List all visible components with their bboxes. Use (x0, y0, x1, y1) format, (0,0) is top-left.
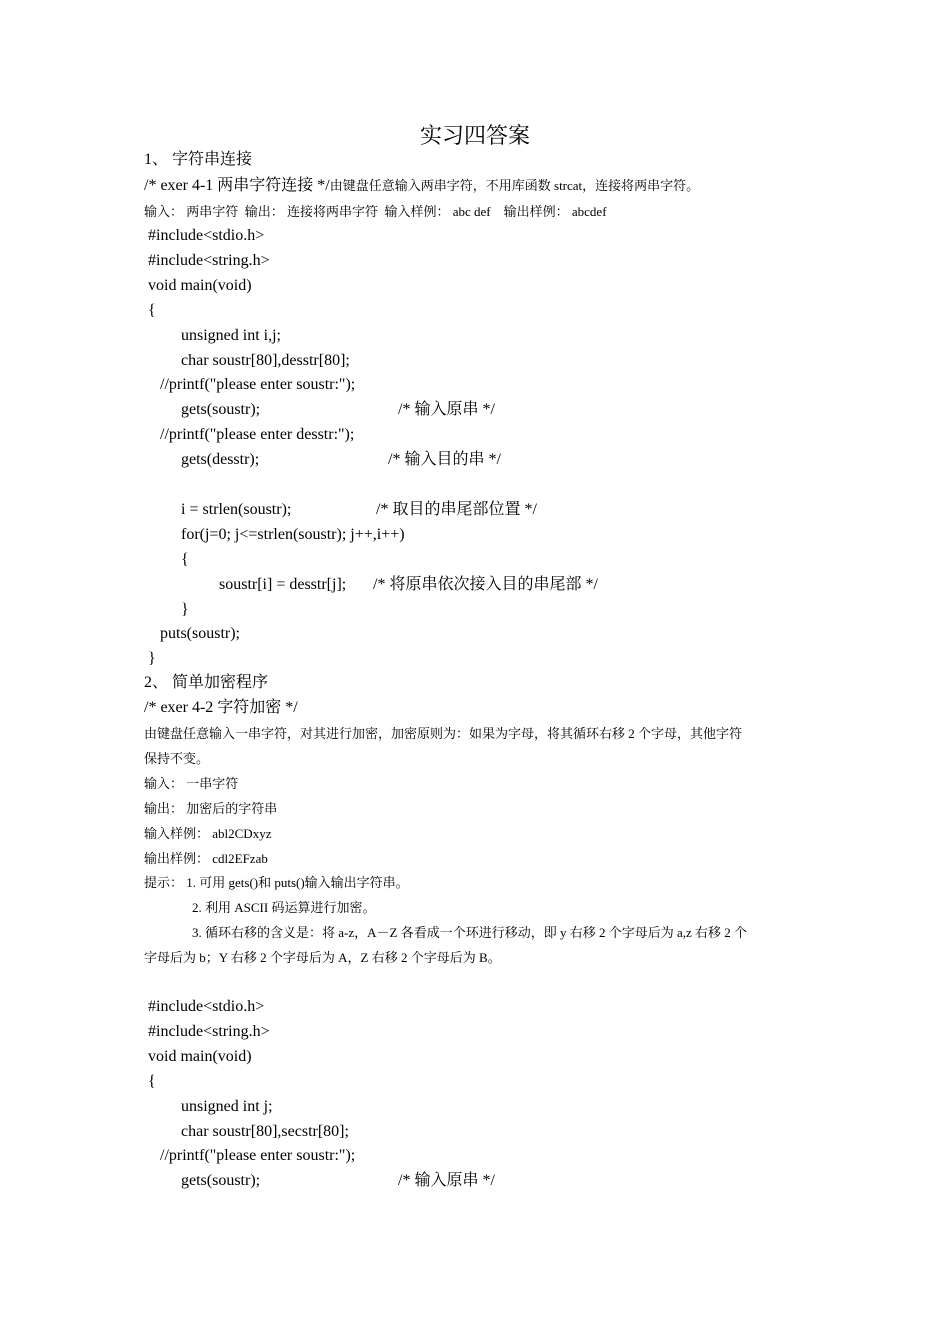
section-1-comment: /* exer 4-1 两串字符连接 */ (144, 177, 330, 194)
code-line: #include<stdio.h> (148, 227, 265, 244)
code-line: puts(soustr); (160, 625, 240, 643)
description-line: 输出： 加密后的字符串 (144, 800, 278, 816)
section-2-heading: 2、 简单加密程序 (144, 674, 269, 691)
code-line: #include<stdio.h> (148, 998, 265, 1015)
section-2-comment-line: /* exer 4-2 字符加密 */ (144, 699, 298, 716)
code-comment: /* 输入原串 */ (398, 401, 495, 419)
code-line: { (148, 301, 156, 319)
section-1-heading: 1、 字符串连接 (144, 151, 253, 168)
code-line: } (181, 600, 189, 618)
code-line: gets(desstr); (181, 451, 260, 469)
section-1-desc: 由键盘任意输入两串字符，不用库函数 strcat，连接将两串字符。 (329, 178, 700, 193)
code-comment: /* 输入目的串 */ (388, 451, 501, 469)
code-line: for(j=0; j<=strlen(soustr); j++,i++) (181, 525, 405, 543)
description-line: 字母后为 b；Y 右移 2 个字母后为 A，Z 右移 2 个字母后为 B。 (144, 950, 501, 966)
code-line: gets(soustr); (181, 401, 261, 419)
code-line: { (181, 550, 189, 568)
description-line: 提示： 1. 可用 gets()和 puts()输入输出字符串。 (144, 875, 409, 891)
section-1-io: 输入： 两串字符 输出： 连接将两串字符 输入样例： abc def 输出样例： abcdef (144, 204, 607, 219)
code-line: gets(soustr); (181, 1172, 261, 1190)
code-line: soustr[i] = desstr[j]; (219, 575, 347, 593)
code-line: unsigned int i,j; (181, 326, 281, 344)
description-line: 2. 利用 ASCII 码运算进行加密。 (192, 900, 376, 916)
code-line: unsigned int j; (181, 1097, 273, 1115)
code-line: } (148, 650, 156, 668)
code-line: char soustr[80],secstr[80]; (181, 1122, 349, 1140)
code-comment: /* 输入原串 */ (398, 1172, 495, 1190)
code-comment: /* 将原串依次接入目的串尾部 */ (373, 575, 598, 593)
code-line: i = strlen(soustr); (181, 500, 292, 518)
code-line: #include<string.h> (148, 1022, 270, 1040)
page-title: 实习四答案 (419, 123, 530, 148)
code-line: //printf("please enter soustr:"); (160, 376, 356, 394)
description-line: 输入样例： abl2CDxyz (144, 825, 272, 841)
code-line: void main(void) (148, 276, 252, 294)
code-line: //printf("please enter soustr:"); (160, 1147, 356, 1165)
description-line: 输出样例： cdl2EFzab (144, 850, 268, 866)
description-line: 由键盘任意输入一串字符，对其进行加密，加密原则为：如果为字母，将其循环右移 2 个字母，其他字符 (144, 726, 743, 741)
code-line: { (148, 1072, 156, 1090)
code-comment: /* 取目的串尾部位置 */ (376, 500, 537, 518)
section-1-comment-line (144, 175, 699, 197)
code-line: char soustr[80],desstr[80]; (181, 351, 350, 369)
description-line: 输入： 一串字符 (144, 775, 239, 791)
code-line: //printf("please enter desstr:"); (160, 426, 355, 444)
description-line: 3. 循环右移的含义是：将 a-z，A－Z 各看成一个环进行移动，即 y 右移 2 个字母后为 a,z 右移 2 个 (192, 925, 747, 941)
code-line: void main(void) (148, 1047, 252, 1065)
code-line: #include<string.h> (148, 251, 270, 269)
description-line: 保持不变。 (144, 750, 210, 766)
